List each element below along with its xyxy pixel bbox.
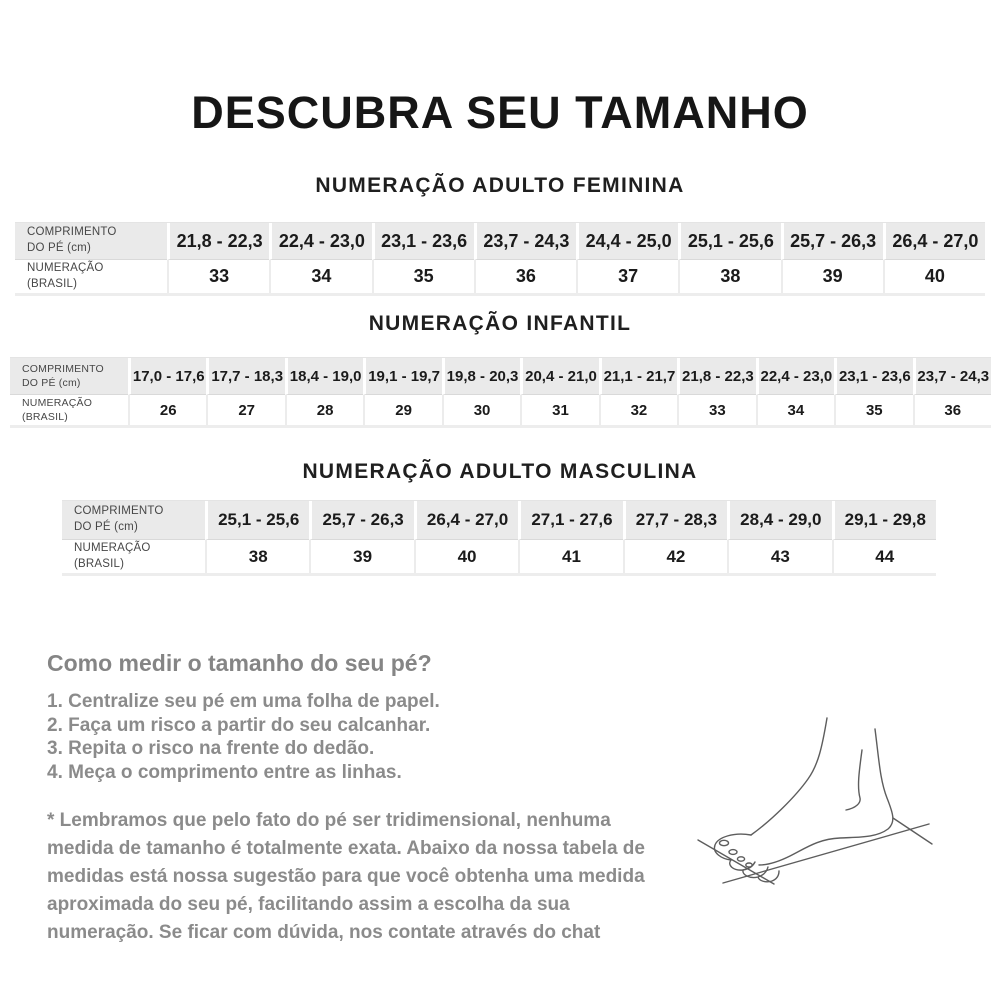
brazil-size-cell: 35: [372, 260, 474, 293]
foot-back-outline: [759, 729, 893, 865]
measure-step-4: 4. Meça o comprimento entre as linhas.: [47, 761, 402, 783]
foot-length-cell: 26,4 - 27,0: [414, 501, 518, 540]
how-to-measure-steps: [47, 690, 675, 784]
female-size-table: [15, 222, 985, 296]
section-heading-adult-male: NUMERAÇÃO ADULTO MASCULINA: [302, 460, 698, 483]
male-size-table: [62, 500, 936, 576]
foot-length-row-label: COMPRIMENTO DO PÉ (cm): [15, 223, 167, 260]
brazil-size-cell: 36: [913, 395, 991, 425]
foot-length-row: [10, 358, 991, 395]
brazil-size-cell: 43: [727, 540, 831, 573]
foot-length-row: [62, 501, 936, 540]
foot-length-row-label: COMPRIMENTO DO PÉ (cm): [62, 501, 205, 540]
brazil-size-cell: 33: [677, 395, 755, 425]
foot-length-cell: 19,1 - 19,7: [363, 358, 441, 395]
brazil-size-cell: 34: [269, 260, 371, 293]
heel-mark-line: [893, 818, 932, 844]
how-to-measure-heading: Como medir o tamanho do seu pé?: [47, 650, 432, 676]
measure-step-1: 1. Centralize seu pé em uma folha de papel.: [47, 691, 440, 712]
measurement-disclaimer-note: * Lembramos que pelo fato do pé ser tridimensional, nenhuma medida de tamanho é totalmente exata. Abaixo da nossa tabela de medidas está nossa sugestão para que você obtenha uma medida aproximada do seu pé, facilitando assim a escolha da sua numeração. Se ficar com dúvida, nos contate através do chat: [47, 810, 645, 943]
brazil-size-cell: 40: [883, 260, 985, 293]
brazil-size-row-label: NUMERAÇÃO (BRASIL): [62, 540, 205, 573]
brazil-size-cell: 40: [414, 540, 518, 573]
brazil-size-cell: 37: [576, 260, 678, 293]
foot-length-cell: 29,1 - 29,8: [832, 501, 936, 540]
brazil-size-cell: 39: [309, 540, 413, 573]
foot-length-cell: 25,1 - 25,6: [205, 501, 309, 540]
brazil-size-cell: 33: [167, 260, 269, 293]
brazil-size-row: [62, 540, 936, 573]
brazil-size-row: [15, 260, 985, 293]
toenail-3: [737, 857, 744, 861]
foot-length-cell: 21,1 - 21,7: [599, 358, 677, 395]
foot-front-outline: [751, 718, 827, 835]
foot-length-cell: 18,4 - 19,0: [285, 358, 363, 395]
foot-length-cell: 20,4 - 21,0: [520, 358, 598, 395]
brazil-size-cell: 30: [442, 395, 520, 425]
toenail-1: [720, 840, 729, 845]
brazil-size-row-label: NUMERAÇÃO (BRASIL): [15, 260, 167, 293]
foot-length-row: [15, 223, 985, 260]
toe-mark-line: [698, 840, 774, 884]
measure-step-3: 3. Repita o risco na frente do dedão.: [47, 738, 375, 759]
brazil-size-cell: 39: [781, 260, 883, 293]
how-to-measure-section: [47, 650, 675, 947]
foot-length-cell: 25,7 - 26,3: [781, 223, 883, 260]
foot-length-cell: 17,0 - 17,6: [128, 358, 206, 395]
brazil-size-cell: 38: [678, 260, 780, 293]
brazil-size-cell: 42: [623, 540, 727, 573]
foot-length-cell: 19,8 - 20,3: [442, 358, 520, 395]
foot-length-cell: 22,4 - 23,0: [269, 223, 371, 260]
brazil-size-cell: 27: [206, 395, 284, 425]
foot-length-row-label: COMPRIMENTO DO PÉ (cm): [10, 358, 128, 395]
brazil-size-row-label: NUMERAÇÃO (BRASIL): [10, 395, 128, 425]
brazil-size-cell: 44: [832, 540, 936, 573]
foot-length-cell: 22,4 - 23,0: [756, 358, 834, 395]
brazil-size-cell: 41: [518, 540, 622, 573]
ankle-line: [846, 750, 862, 810]
brazil-size-cell: 38: [205, 540, 309, 573]
brazil-size-cell: 29: [363, 395, 441, 425]
brazil-size-cell: 32: [599, 395, 677, 425]
foot-length-cell: 24,4 - 25,0: [576, 223, 678, 260]
kids-size-table: [10, 357, 991, 428]
brazil-size-cell: 26: [128, 395, 206, 425]
measure-step-2: 2. Faça um risco a partir do seu calcanhar.: [47, 714, 431, 736]
foot-length-cell: 26,4 - 27,0: [883, 223, 985, 260]
foot-length-cell: 28,4 - 29,0: [727, 501, 831, 540]
toenail-2: [729, 850, 737, 855]
section-heading-adult-female: NUMERAÇÃO ADULTO FEMININA: [315, 174, 685, 197]
foot-length-cell: 21,8 - 22,3: [167, 223, 269, 260]
foot-length-cell: 21,8 - 22,3: [677, 358, 755, 395]
foot-measurement-illustration: [660, 672, 990, 930]
section-heading-kids: NUMERAÇÃO INFANTIL: [368, 312, 632, 335]
foot-length-cell: 23,7 - 24,3: [913, 358, 991, 395]
brazil-size-cell: 28: [285, 395, 363, 425]
foot-length-cell: 25,7 - 26,3: [309, 501, 413, 540]
foot-length-cell: 23,7 - 24,3: [474, 223, 576, 260]
brazil-size-row: [10, 395, 991, 425]
brazil-size-cell: 34: [756, 395, 834, 425]
page-title: DESCUBRA SEU TAMANHO: [191, 87, 809, 139]
foot-length-cell: 23,1 - 23,6: [834, 358, 912, 395]
brazil-size-cell: 31: [520, 395, 598, 425]
foot-length-cell: 23,1 - 23,6: [372, 223, 474, 260]
foot-length-cell: 17,7 - 18,3: [206, 358, 284, 395]
brazil-size-cell: 36: [474, 260, 576, 293]
foot-length-cell: 27,1 - 27,6: [518, 501, 622, 540]
foot-length-cell: 25,1 - 25,6: [678, 223, 780, 260]
foot-length-cell: 27,7 - 28,3: [623, 501, 727, 540]
brazil-size-cell: 35: [834, 395, 912, 425]
big-toe-outline: [714, 834, 751, 860]
toenail-4: [746, 863, 752, 867]
